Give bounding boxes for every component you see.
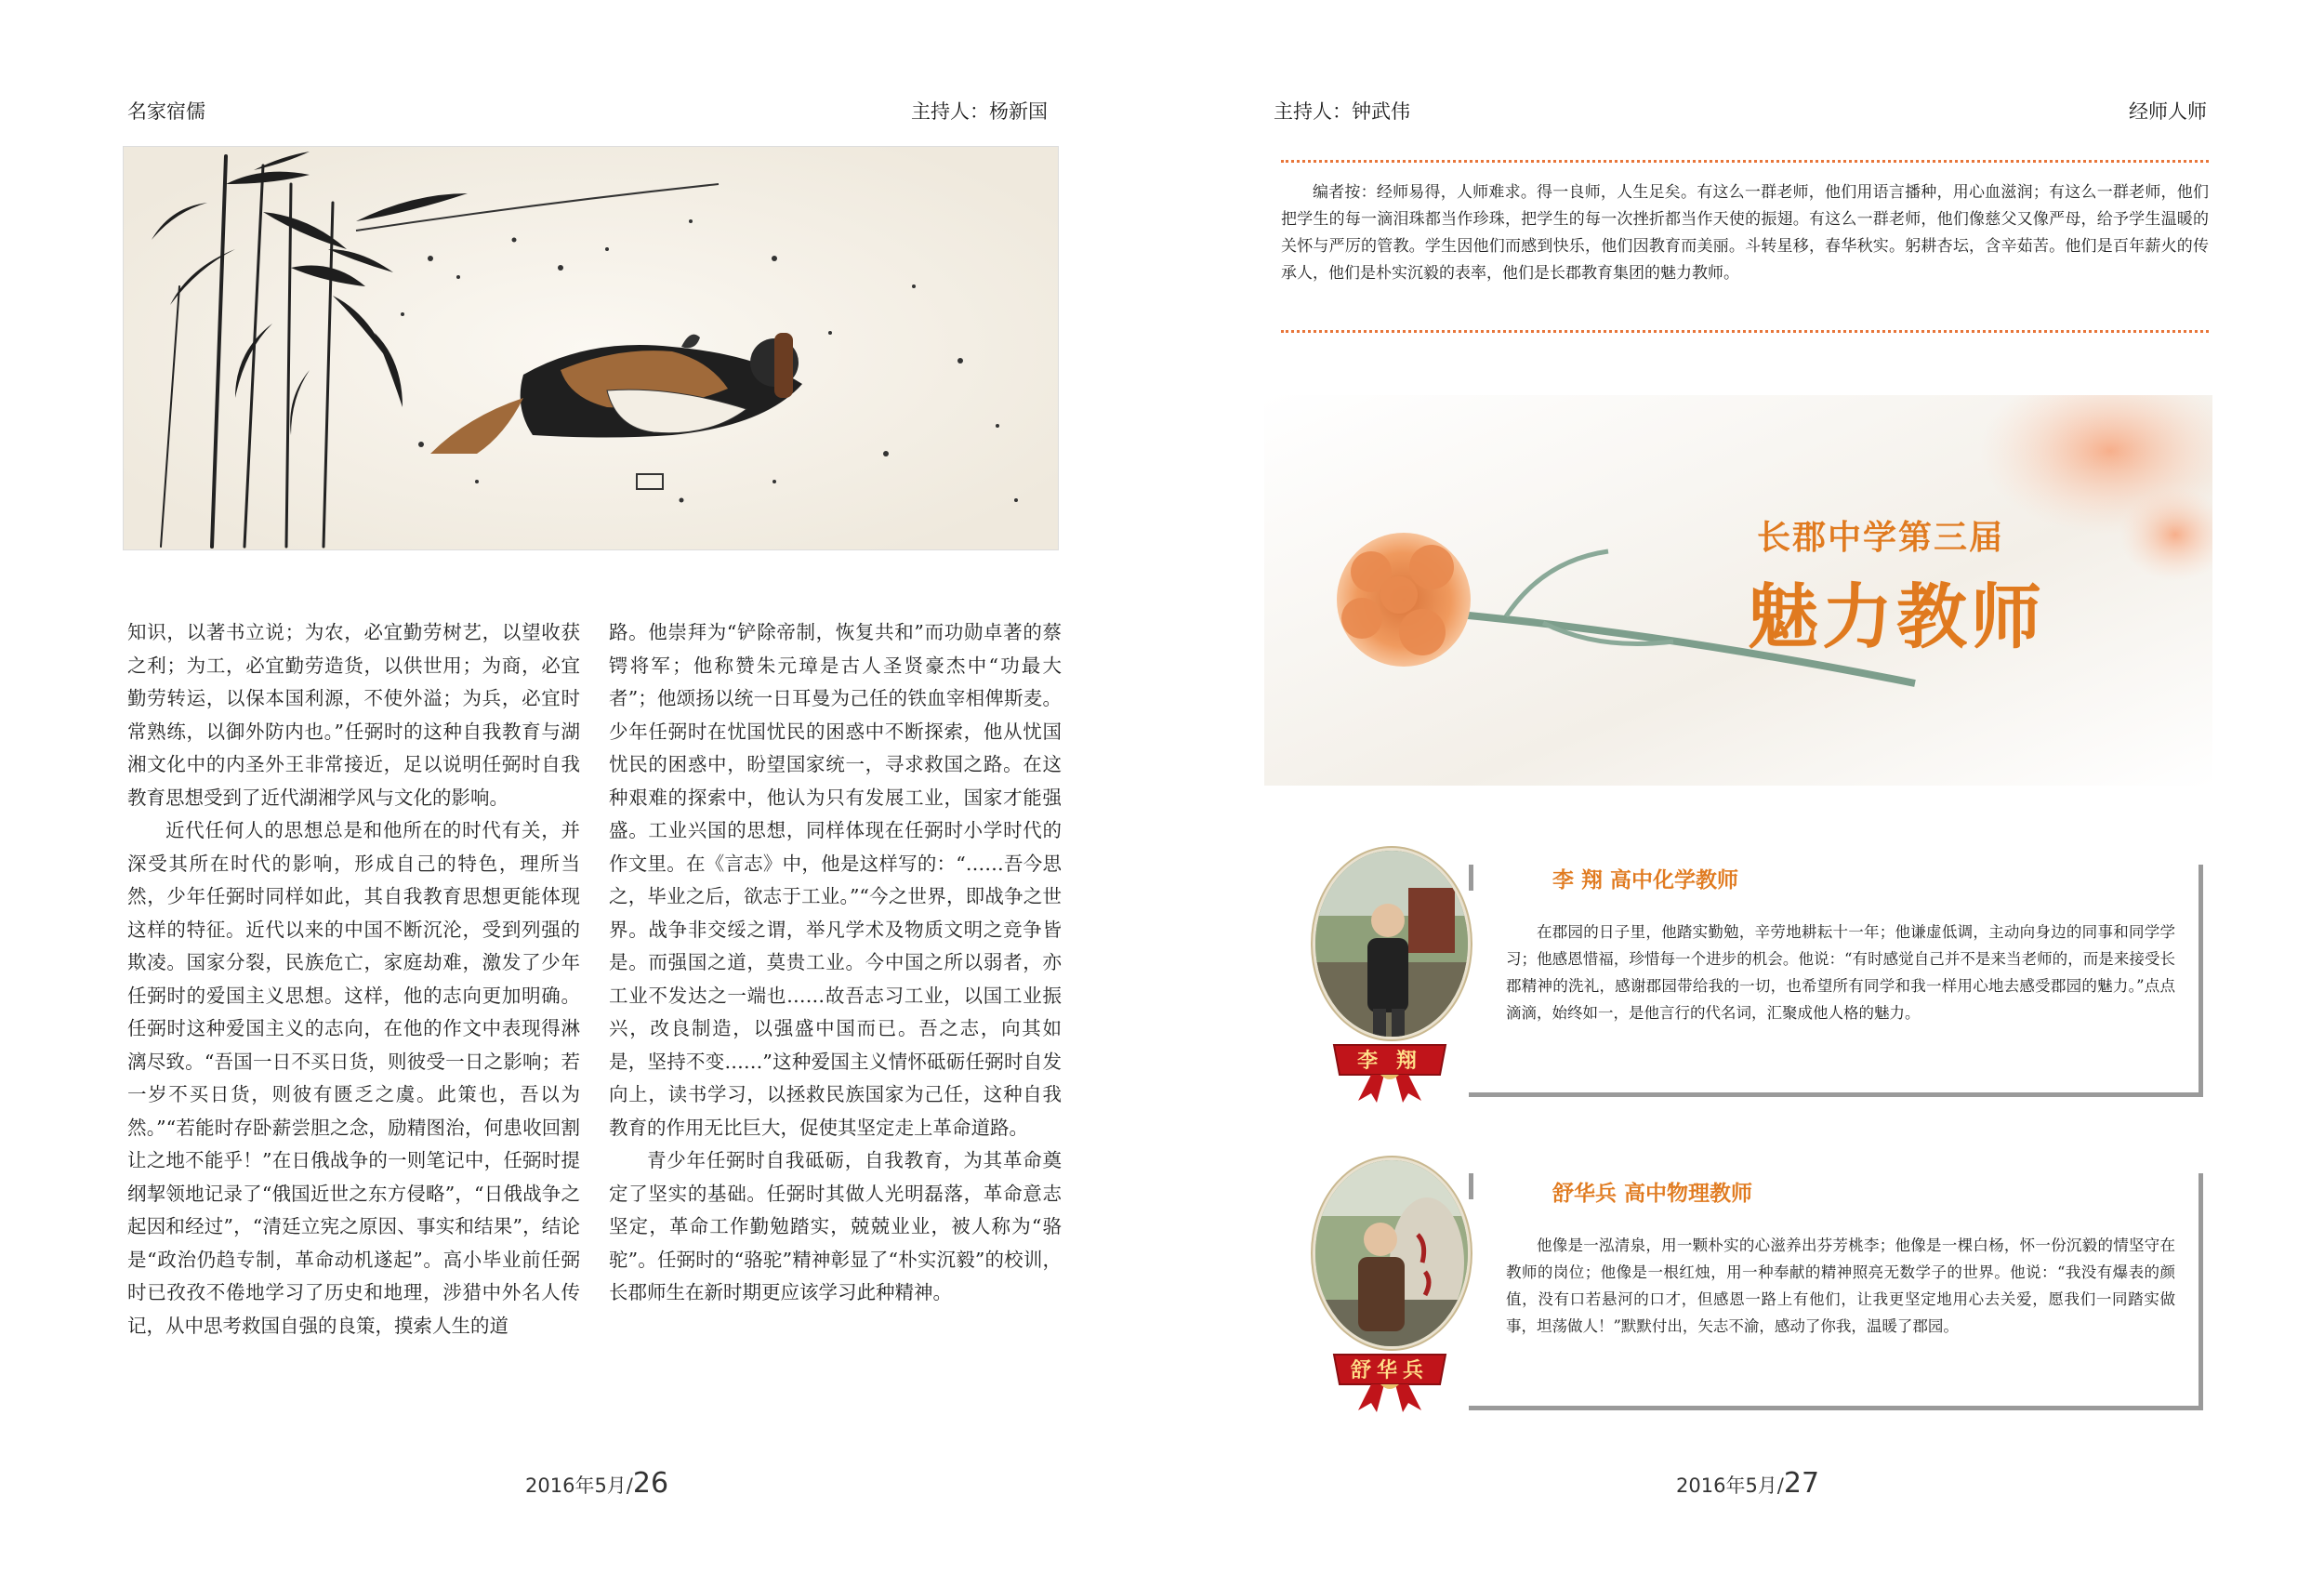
banner-illustration [1264, 395, 2212, 786]
name-ribbon [1325, 1351, 1455, 1414]
paragraph: 近代任何人的思想总是和他所在的时代有关，并深受其所在时代的影响，形成自己的特色，理所当然，少年任弼时同样如此，其自我教育思想更能体现这样的特征。近代以来的中国不断沉沦，受到列强的欺凌。国家分裂，民族危亡，家庭劫难，激发了少年任弼时的爱国主义思想。这样，他的志向更加明确。任弼时这种爱国主义的志向，在他的作文中表现得淋漓尽致。“吾国一日不买日货，则彼受一日之影响；若一岁不买日货，则彼有匮乏之虞。此策也，吾以为然。”“若能时存卧薪尝胆之念，励精图治，何患收回割让之地不能乎！”在日俄战争的一则笔记中，任弼时提纲挈领地记录了“俄国近世之东方侵略”，“日俄战争之起因和经过”，“清廷立宪之原因、事实和结果”，结论是“政治仍趋专制，革命动机遂起”。高小毕业前任弼时已孜孜不倦地学习了历史和地理，涉猎中外名人传记，从中思考救国自强的良策，摸索人生的道 [127, 819, 580, 1337]
folio-date: 2016年5月/ [1676, 1475, 1784, 1497]
ink-painting [123, 146, 1059, 550]
banner [1264, 395, 2212, 786]
teacher-title: 李 翔 高中化学教师 [1552, 867, 1739, 893]
page-number-left [525, 1467, 668, 1500]
teacher-photo [1315, 851, 1468, 1037]
card-corner [1469, 1173, 1473, 1199]
avatar [1313, 1157, 1471, 1349]
ribbon-name: 李 翔 [1357, 1049, 1422, 1073]
dotted-rule-top [1281, 160, 2209, 163]
teacher-photo [1315, 1160, 1468, 1346]
card-corner [1469, 865, 1473, 891]
dotted-rule-bottom [1281, 330, 2209, 333]
paragraph: 青少年任弼时自我砥砺，自我教育，为其革命奠定了坚实的基础。任弼时其做人光明磊落，革命意志坚定，革命工作勤勉踏实，兢兢业业，被人称为“骆驼”。任弼时的“骆驼”精神彰显了“朴实沉毅”的校训，长郡师生在新时期更应该学习此种精神。 [609, 1149, 1062, 1303]
avatar [1313, 848, 1471, 1039]
teacher-bio [1506, 919, 2175, 1026]
body-column-2 [609, 616, 1062, 1310]
section-title-right: 经师人师 [2129, 100, 2207, 123]
folio-number: 27 [1783, 1467, 1820, 1500]
ribbon-name: 舒华兵 [1350, 1358, 1429, 1382]
teacher-bio-text: 他像是一泓清泉，用一颗朴实的心滋养出芬芳桃李；他像是一棵白杨，怀一份沉毅的情坚守在教师的岗位；他像是一根红烛，用一种奉献的精神照亮无数学子的世界。他说：“我没有爆表的颜值，没有口若悬河的口才，但感恩一路上有他们，让我更坚定地用心去关爱，愿我们一同踏实做事，坦荡做人！”默默付出，矢志不渝，感动了你我，温暖了郡园。 [1506, 1237, 2175, 1335]
host-right: 主持人：钟武伟 [1274, 100, 1410, 123]
page-number-right [1676, 1467, 1819, 1500]
paragraph: 知识，以著书立说；为农，必宜勤劳树艺，以望收获之利；为工，必宜勤劳造货，以供世用；为商，必宜勤劳转运，以保本国利源，不使外溢；为兵，必宜时常熟练，以御外防内也。”任弼时的这种自我教育与湖湘文化中的内圣外王非常接近，足以说明任弼时自我教育思想受到了近代湖湘学风与文化的影响。 [127, 621, 580, 809]
paragraph: 路。他崇拜为“铲除帝制，恢复共和”而功勋卓著的蔡锷将军；他称赞朱元璋是古人圣贤豪杰中“功最大者”；他颂扬以统一日耳曼为己任的铁血宰相俾斯麦。少年任弼时在忧国忧民的困惑中不断探索，他从忧国忧民的困惑中，盼望国家统一，寻求救国之路。在这种艰难的探索中，他认为只有发展工业，国家才能强盛。工业兴国的思想，同样体现在任弼时小学时代的作文里。在《言志》中，他是这样写的：“……吾今思之，毕业之后，欲志于工业。”“今之世界，即战争之世界。战争非交绥之谓，举凡学术及物质文明之竞争皆是。而强国之道，莫贵工业。今中国之所以弱者，亦工业不发达之一端也……故吾志习工业，以国工业振兴，改良制造，以强盛中国而已。吾之志，向其如是，坚持不变……”这种爱国主义情怀砥砺任弼时自发向上，读书学习，以拯救民族国家为己任，这种自我教育的作用无比巨大，促使其坚定走上革命道路。 [609, 621, 1062, 1139]
editor-note [1281, 179, 2209, 287]
editor-note-text: 编者按：经师易得，人师难求。得一良师，人生足矣。有这么一群老师，他们用语言播种，用心血滋润；有这么一群老师，他们把学生的每一滴泪珠都当作珍珠，把学生的每一次挫折都当作天使的振翅。有这么一群老师，他们像慈父又像严母，给予学生温暖的关怀与严厉的管教。学生因他们而感到快乐，他们因教育而美丽。斗转星移，春华秋实。躬耕杏坛，含辛茹苦。他们是百年薪火的传承人，他们是朴实沉毅的表率，他们是长郡教育集团的魅力教师。 [1281, 183, 2209, 283]
teacher-bio [1506, 1232, 2175, 1340]
section-title-left: 名家宿儒 [127, 100, 205, 123]
teacher-bio-text: 在郡园的日子里，他踏实勤勉，辛劳地耕耘十一年；他谦虚低调，主动向身边的同事和同学学习；他感恩惜福，珍惜每一个进步的机会。他说：“有时感觉自己并不是来当老师的，而是来接受长郡精神的洗礼，感谢郡园带给我的一切，也希望所有同学和我一样用心地去感受郡园的魅力。”点点滴滴，始终如一，是他言行的代名词，汇聚成他人格的魅力。 [1506, 923, 2175, 1022]
teacher-title: 舒华兵 高中物理教师 [1552, 1181, 1753, 1206]
folio-date: 2016年5月/ [525, 1475, 633, 1497]
banner-subtitle: 长郡中学第三届 [1757, 518, 2005, 557]
host-left: 主持人：杨新国 [911, 100, 1048, 123]
name-ribbon [1325, 1041, 1455, 1104]
banner-title: 魅力教师 [1748, 575, 2045, 658]
folio-number: 26 [632, 1467, 669, 1500]
body-column-1 [127, 616, 580, 1342]
ink-painting-illustration [124, 147, 1058, 549]
